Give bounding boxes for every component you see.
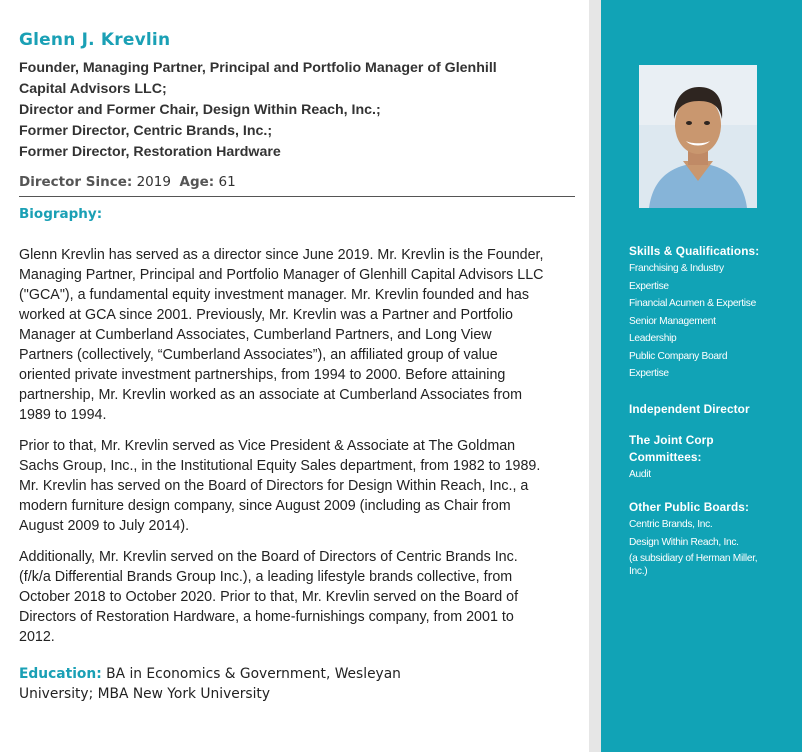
education (19, 664, 459, 704)
director-since-label: Director Since: (19, 174, 133, 190)
biography-paragraph: Glenn Krevlin has served as a director since June 2019. Mr. Krevlin is the Founder, Managing Partner, Principal and Portfolio Manager of Glenhill Capital Advisors LLC ("GCA"), a fundamental equity investment manager. Mr. Krevlin founded and has worked at GCA since 2001. Previously, Mr. Krevlin was a Partner and Portfolio Manager at Cumberland Associates, Cumberland Partners, and Long View Partners (collectively, “Cumberland Associates”), an affiliated group of value oriented private investment partnerships, from 1994 to 2000. Before attaining partnership, Mr. Krevlin worked as an associate at Cumberland Associates from 1989 to 1994. (19, 247, 544, 423)
committees-heading: Committees: (629, 450, 702, 464)
director-titles (19, 58, 579, 163)
director-since-value: 2019 (136, 174, 171, 190)
headshot-photo (639, 65, 757, 208)
age-value: 61 (218, 174, 236, 190)
skill-item: Franchising & Industry (629, 263, 724, 274)
title-line: Founder, Managing Partner, Principal and Portfolio Manager of Glenhill (19, 60, 497, 76)
board-item: Centric Brands, Inc. (629, 519, 713, 530)
skills-heading: Skills & Qualifications: (629, 244, 760, 258)
skill-item: Leadership (629, 333, 677, 344)
skill-item: Expertise (629, 280, 669, 292)
committee-item: Audit (629, 469, 651, 480)
main-column (19, 30, 579, 704)
director-name: Glenn J. Krevlin (19, 30, 171, 50)
boards-section (629, 499, 799, 578)
skill-item: Financial Acumen & Expertise (629, 298, 756, 309)
age-label: Age: (179, 174, 215, 190)
committees-heading: The Joint Corp (629, 433, 714, 447)
skill-item: Public Company Board (629, 350, 728, 362)
board-note: (a subsidiary of Herman Miller, Inc.) (629, 553, 758, 577)
headshot-icon (639, 65, 757, 208)
committees-section (629, 432, 799, 484)
skill-item: Expertise (629, 368, 669, 379)
director-meta (19, 174, 575, 197)
title-line: Former Director, Centric Brands, Inc.; (19, 123, 273, 139)
boards-heading: Other Public Boards: (629, 500, 749, 514)
independence-status: Independent Director (629, 402, 750, 416)
sidebar (601, 0, 802, 752)
title-line: Capital Advisors LLC; (19, 81, 167, 97)
board-item: Design Within Reach, Inc. (629, 536, 739, 548)
skills-section (629, 243, 799, 383)
biography-heading: Biography: (19, 206, 103, 222)
column-divider (589, 0, 601, 752)
biography-paragraph: Additionally, Mr. Krevlin served on the Board of Directors of Centric Brands Inc. (f/k/a Differential Brands Group Inc.), a leading lifestyle brands collective, from October 2018 to October 2020. Prior to that, Mr. Krevlin served on the Board of Directors of Restoration Hardware, a home-furnishings company, from 2001 to 2012. (19, 549, 519, 645)
education-label: Education: (19, 666, 102, 682)
title-line: Director and Former Chair, Design Within Reach, Inc.; (19, 102, 381, 118)
skill-item: Senior Management (629, 315, 716, 327)
education-text: BA in Economics & Government, Wesleyan University; MBA New York University (19, 666, 401, 702)
title-line: Former Director, Restoration Hardware (19, 144, 281, 160)
independence-section (629, 401, 799, 418)
biography-paragraph: Prior to that, Mr. Krevlin served as Vice President & Associate at The Goldman Sachs Group, Inc., in the Institutional Equity Sales department, from 1982 to 1989. Mr. Krevlin has served on the Board of Directors for Design Within Reach, Inc., a modern furniture design company, since August 2009 (including as Chair from August 2009 to July 2014). (19, 438, 541, 534)
